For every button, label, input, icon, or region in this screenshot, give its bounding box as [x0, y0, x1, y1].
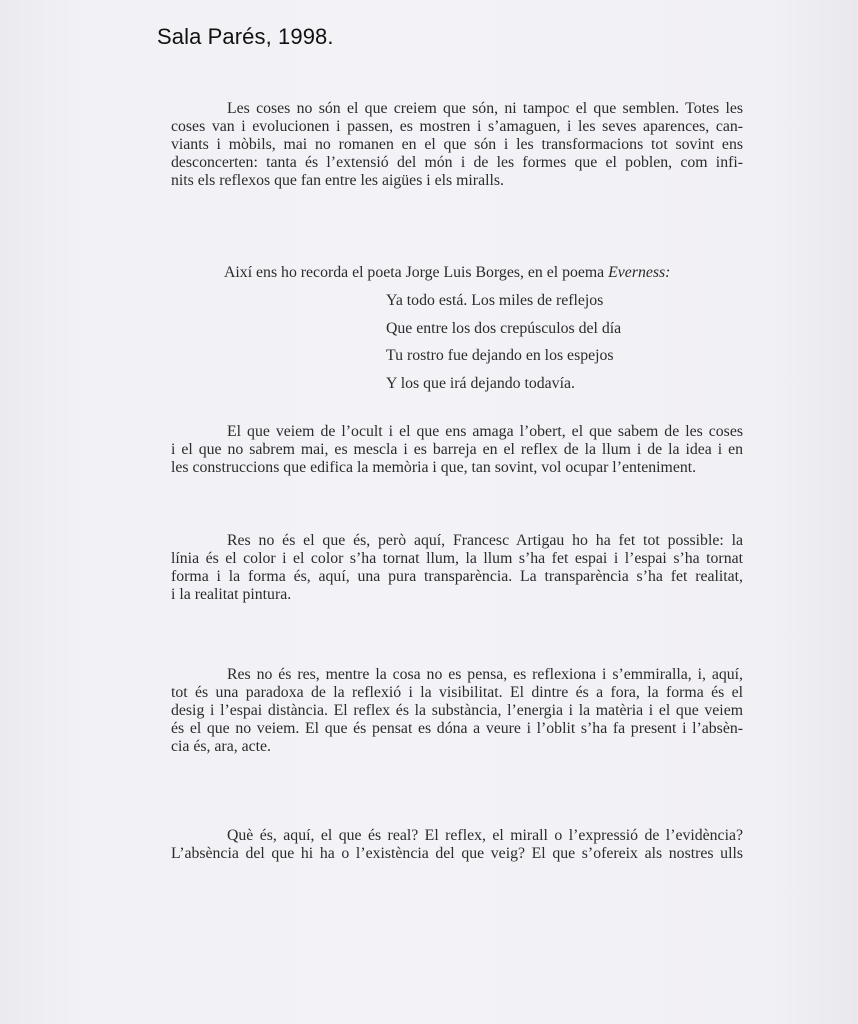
poem-line: Tu rostro fue dejando en los espejos: [386, 347, 614, 364]
paragraph-4: [171, 666, 743, 756]
text-line: és el que no veiem. El que és pensat es dóna a veure i l’oblit s’ha fa present i l’absèn-: [171, 720, 743, 737]
text-line: tot és una paradoxa de la reflexió i la visibilitat. El dintre és a fora, la forma és el: [171, 684, 743, 701]
poem-intro-text: Així ens ho recorda el poeta Jorge Luis Borges, en el poema: [224, 264, 609, 281]
poem-line: Que entre los dos crepúsculos del día: [386, 319, 622, 337]
text-line: i el que no sabrem mai, es mescla i es barreja en el reflex de la llum i de la idea i en: [171, 441, 743, 458]
text-line: les construccions que edifica la memòria i que, tan sovint, vol ocupar l’enteniment.: [171, 459, 697, 476]
paragraph-5: [171, 827, 743, 863]
text-line: i la realitat pintura.: [171, 586, 292, 603]
poem-title: Everness:: [608, 264, 671, 281]
text-line: línia és el color i el color s’ha tornat llum, la llum s’ha fet espai i l’espai s’ha tornat: [171, 550, 743, 567]
paragraph-1: [171, 100, 743, 190]
poem-quote: [386, 287, 621, 397]
text-line: L’absència del que hi ha o l’existència del que veig? El que s’ofereix als nostres ulls: [171, 845, 743, 862]
text-line: desconcerten: tanta és l’extensió del món i de les formes que el poblen, com infi-: [171, 154, 743, 171]
text-line: desig i l’espai distància. El reflex és la substància, l’energia i la matèria i el que veiem: [171, 702, 743, 719]
text-line: Res no és el que és, però aquí, Francesc Artigau ho ha fet tot possible: la: [227, 532, 743, 549]
text-line: nits els reflexos que fan entre les aigües i els miralls.: [171, 172, 504, 189]
paragraph-3: [171, 532, 743, 604]
text-line: forma i la forma és, aquí, una pura transparència. La transparència s’ha fet realitat,: [171, 568, 743, 585]
text-line: cia és, ara, acte.: [171, 738, 271, 755]
page-caption: Sala Parés, 1998.: [157, 24, 334, 49]
text-line: viants i mòbils, mai no romanen en el que són i les transformacions tot sovint ens: [171, 136, 743, 153]
text-line: Res no és res, mentre la cosa no es pensa, es reflexiona i s’emmiralla, i, aquí,: [227, 666, 743, 683]
text-line: coses van i evolucionen i passen, es mostren i s’amaguen, i les seves aparences, can-: [171, 118, 743, 135]
poem-line: Ya todo está. Los miles de reflejos: [386, 292, 604, 309]
poem-line: Y los que irá dejando todavía.: [386, 374, 575, 392]
paragraph-2: [171, 423, 743, 477]
poem-introduction: [224, 260, 670, 287]
text-line: Les coses no són el que creiem que són, ni tampoc el que semblen. Totes les: [227, 100, 743, 117]
text-line: El que veiem de l’ocult i el que ens amaga l’obert, el que sabem de les coses: [227, 423, 743, 440]
text-line: Què és, aquí, el que és real? El reflex, el mirall o l’expressió de l’evidència?: [227, 827, 743, 844]
